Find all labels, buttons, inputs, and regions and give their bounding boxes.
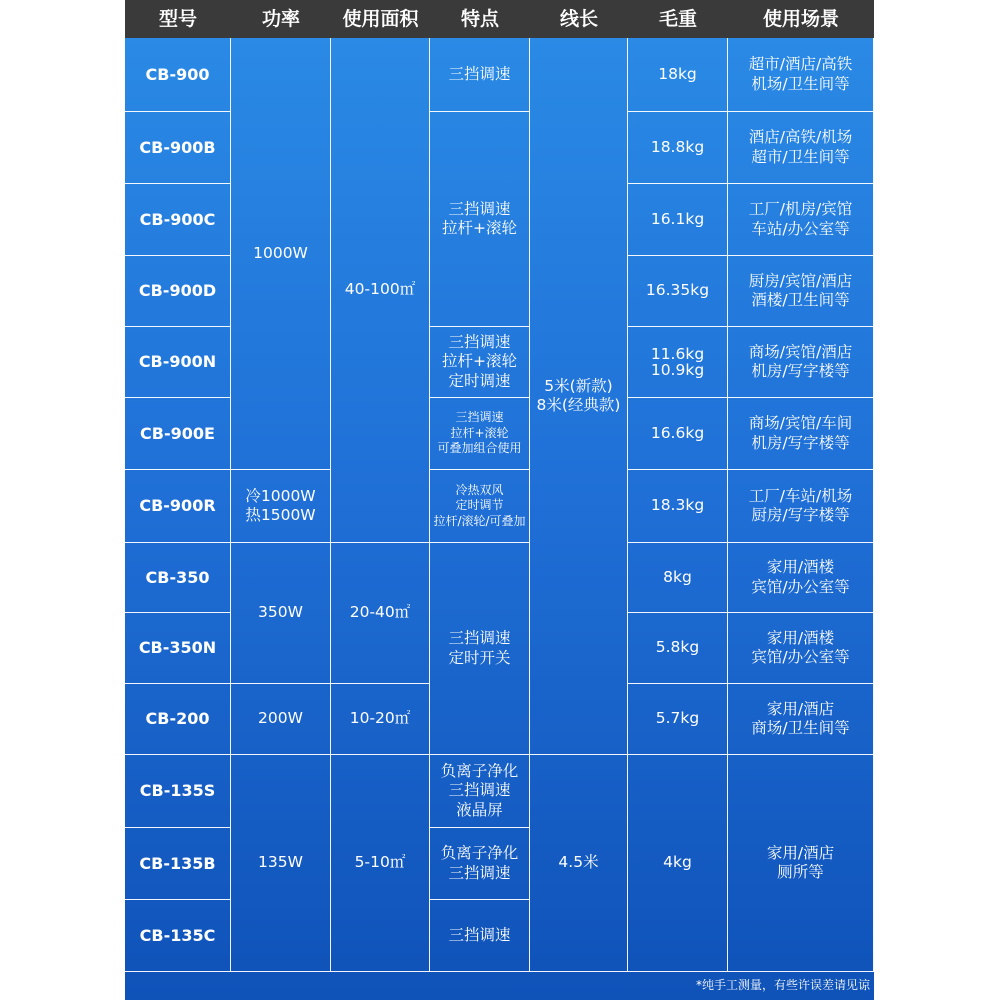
cord-length-cell: 4.5米 — [530, 755, 628, 972]
weight-cell: 16.35kg — [628, 256, 728, 327]
weight-cell: 18.8kg — [628, 112, 728, 184]
table-header-row — [125, 0, 874, 38]
header-weight: 毛重 — [658, 8, 697, 30]
power-cell: 350W — [231, 543, 331, 684]
weight-cell: 18kg — [628, 38, 728, 112]
power-cell: 135W — [231, 755, 331, 972]
scene-cell: 商场/宾馆/酒店 机房/写字楼等 — [728, 327, 874, 398]
area-cell: 40-100㎡ — [331, 38, 430, 543]
model-cell: CB-350 — [125, 543, 231, 613]
header-area: 使用面积 — [342, 8, 419, 30]
features-cell: 三挡调速 — [430, 900, 530, 972]
model-cell: CB-135B — [125, 828, 231, 900]
weight-cell: 5.7kg — [628, 684, 728, 755]
scene-cell: 工厂/机房/宾馆 车站/办公室等 — [728, 184, 874, 256]
model-cell: CB-135C — [125, 900, 231, 972]
area-cell: 10-20㎡ — [331, 684, 430, 755]
model-cell: CB-350N — [125, 613, 231, 684]
weight-cell: 5.8kg — [628, 613, 728, 684]
features-cell: 三挡调速 — [430, 38, 530, 112]
weight-cell: 16.1kg — [628, 184, 728, 256]
power-cell: 200W — [231, 684, 331, 755]
header-cord-length: 线长 — [559, 8, 598, 30]
header-power: 功率 — [261, 8, 300, 30]
header-model: 型号 — [158, 8, 197, 30]
model-cell: CB-135S — [125, 755, 231, 828]
features-cell: 负离子净化 三挡调速 液晶屏 — [430, 755, 530, 828]
scene-cell: 家用/酒店 商场/卫生间等 — [728, 684, 874, 755]
model-cell: CB-900D — [125, 256, 231, 327]
features-cell: 负离子净化 三挡调速 — [430, 828, 530, 900]
scene-cell: 商场/宾馆/车间 机房/写字楼等 — [728, 398, 874, 470]
power-cell: 冷1000W 热1500W — [231, 470, 331, 543]
header-features: 特点 — [460, 8, 499, 30]
model-cell: CB-900C — [125, 184, 231, 256]
scene-cell: 厨房/宾馆/酒店 酒楼/卫生间等 — [728, 256, 874, 327]
features-cell: 冷热双风 定时调节 拉杆/滚轮/可叠加 — [430, 470, 530, 543]
area-cell: 5-10㎡ — [331, 755, 430, 972]
scene-cell: 超市/酒店/高铁 机场/卫生间等 — [728, 38, 874, 112]
scene-cell: 酒店/高铁/机场 超市/卫生间等 — [728, 112, 874, 184]
cord-length-cell: 5米(新款) 8米(经典款) — [530, 38, 628, 755]
scene-cell: 家用/酒店 厕所等 — [728, 755, 874, 972]
model-cell: CB-900B — [125, 112, 231, 184]
area-cell: 20-40㎡ — [331, 543, 430, 684]
header-scenes: 使用场景 — [762, 8, 839, 30]
weight-cell: 4kg — [628, 755, 728, 972]
features-cell: 三挡调速 定时开关 — [430, 543, 530, 755]
scene-cell: 家用/酒楼 宾馆/办公室等 — [728, 543, 874, 613]
scene-cell: 工厂/车站/机场 厨房/写字楼等 — [728, 470, 874, 543]
model-cell: CB-200 — [125, 684, 231, 755]
weight-cell: 18.3kg — [628, 470, 728, 543]
features-cell: 三挡调速 拉杆+滚轮 定时调速 — [430, 327, 530, 398]
weight-cell: 8kg — [628, 543, 728, 613]
weight-cell: 11.6kg 10.9kg — [628, 327, 728, 398]
model-cell: CB-900R — [125, 470, 231, 543]
model-cell: CB-900 — [125, 38, 231, 112]
features-cell: 三挡调速 拉杆+滚轮 — [430, 112, 530, 327]
model-cell: CB-900N — [125, 327, 231, 398]
power-cell: 1000W — [231, 38, 331, 470]
measurement-note: *纯手工测量，有些许误差请见谅 — [695, 978, 870, 992]
scene-cell: 家用/酒楼 宾馆/办公室等 — [728, 613, 874, 684]
model-cell: CB-900E — [125, 398, 231, 470]
features-cell: 三挡调速 拉杆+滚轮 可叠加组合使用 — [430, 398, 530, 470]
weight-cell: 16.6kg — [628, 398, 728, 470]
